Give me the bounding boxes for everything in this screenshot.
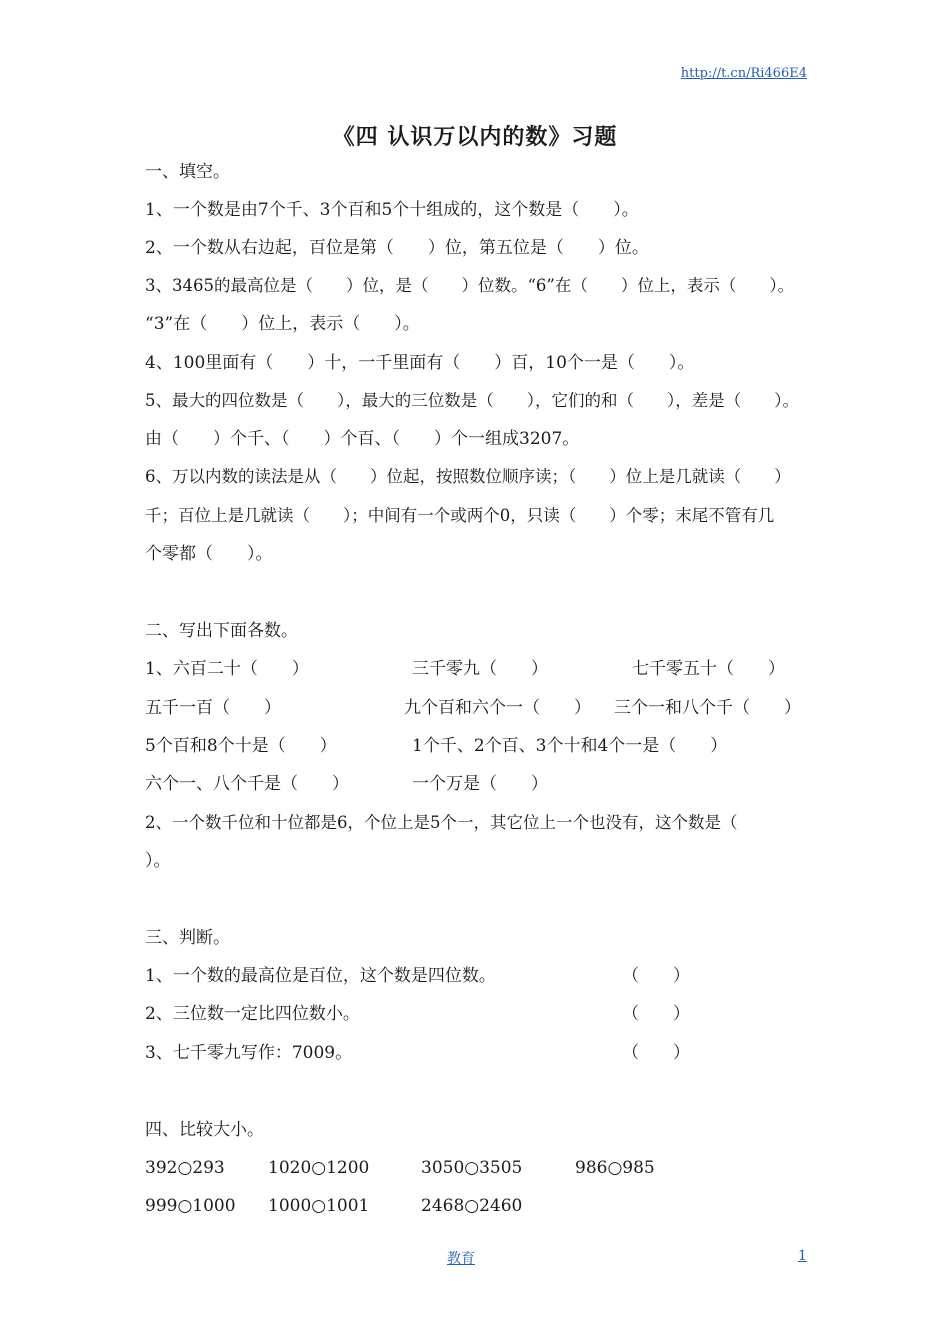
section3-heading: 三、判断。 (145, 928, 230, 948)
s3-item-3-mark: （ ） (622, 1043, 690, 1063)
header-link[interactable]: http://t.cn/Ri466E4 (680, 66, 807, 81)
s1-line-7: 由（ ）个千、（ ）个百、（ ）个一组成3207。 (145, 429, 580, 449)
s2-r3-c2: 1个千、2个百、3个十和4个一是（ ） (412, 736, 728, 756)
s1-line-9: 千；百位上是几就读（ ）；中间有一个或两个0，只读（ ）个零；末尾不管有几 (145, 506, 775, 525)
s1-line-5: 4、100里面有（ ）十，一千里面有（ ）百，10个一是（ ）。 (145, 353, 695, 373)
s3-item-1: 1、一个数的最高位是百位，这个数是四位数。 (145, 966, 496, 986)
s1-line-2: 2、一个数从右边起，百位是第（ ）位，第五位是（ ）位。 (145, 238, 649, 258)
page-title: 《四 认识万以内的数》习题 (332, 125, 618, 150)
s4-r1-c3: 3050○3505 (421, 1158, 523, 1178)
s4-r1-c2: 1020○1200 (268, 1158, 370, 1178)
s2-r4-c2: 一个万是（ ） (412, 774, 548, 794)
section1-heading: 一、填空。 (145, 162, 230, 182)
s4-r1-c1: 392○293 (145, 1158, 225, 1178)
s3-item-2: 2、三位数一定比四位数小。 (145, 1004, 360, 1024)
section4-heading: 四、比较大小。 (145, 1120, 264, 1140)
s2-r4-c1: 六个一、八个千是（ ） (145, 774, 349, 794)
s2-r1-c1: 1、六百二十（ ） (145, 659, 309, 679)
s4-r2-c1: 999○1000 (145, 1196, 236, 1216)
footer-link[interactable]: 教育 (447, 1251, 475, 1267)
s3-item-2-mark: （ ） (622, 1004, 690, 1024)
s1-line-10: 个零都（ ）。 (145, 544, 273, 564)
s3-item-3: 3、七千零九写作：7009。 (145, 1043, 353, 1063)
page-number: 1 (798, 1248, 807, 1264)
s2-r1-c3: 七千零五十（ ） (632, 659, 785, 679)
s2-r2-c1: 五千一百（ ） (145, 698, 281, 718)
s1-line-3: 3、3465的最高位是（ ）位，是（ ）位数。“6”在（ ）位上，表示（ ）。 (145, 276, 795, 295)
s3-item-1-mark: （ ） (622, 966, 690, 986)
s1-line-6: 5、最大的四位数是（ ），最大的三位数是（ ），它们的和（ ），差是（ ）。 (145, 391, 799, 410)
s1-line-8: 6、万以内数的读法是从（ ）位起，按照数位顺序读；（ ）位上是几就读（ ） (145, 467, 791, 486)
s4-r2-c3: 2468○2460 (421, 1196, 523, 1216)
s4-r1-c4: 986○985 (575, 1158, 655, 1178)
s1-line-4: “3”在（ ）位上，表示（ ）。 (145, 314, 420, 334)
s2-r3-c1: 5个百和8个十是（ ） (145, 736, 337, 756)
s1-line-1: 1、一个数是由7个千、3个百和5个十组成的，这个数是（ ）。 (145, 200, 639, 220)
s2-q2-line-2: ）。 (145, 851, 171, 871)
section2-heading: 二、写出下面各数。 (145, 621, 298, 641)
s2-q2-line-1: 2、一个数千位和十位都是6，个位上是5个一，其它位上一个也没有，这个数是（ (145, 813, 738, 832)
s2-r1-c2: 三千零九（ ） (412, 659, 548, 679)
s4-r2-c2: 1000○1001 (268, 1196, 370, 1216)
s2-r2-c2: 九个百和六个一（ ） (404, 698, 591, 718)
s2-r2-c3: 三个一和八个千（ ） (614, 698, 801, 718)
